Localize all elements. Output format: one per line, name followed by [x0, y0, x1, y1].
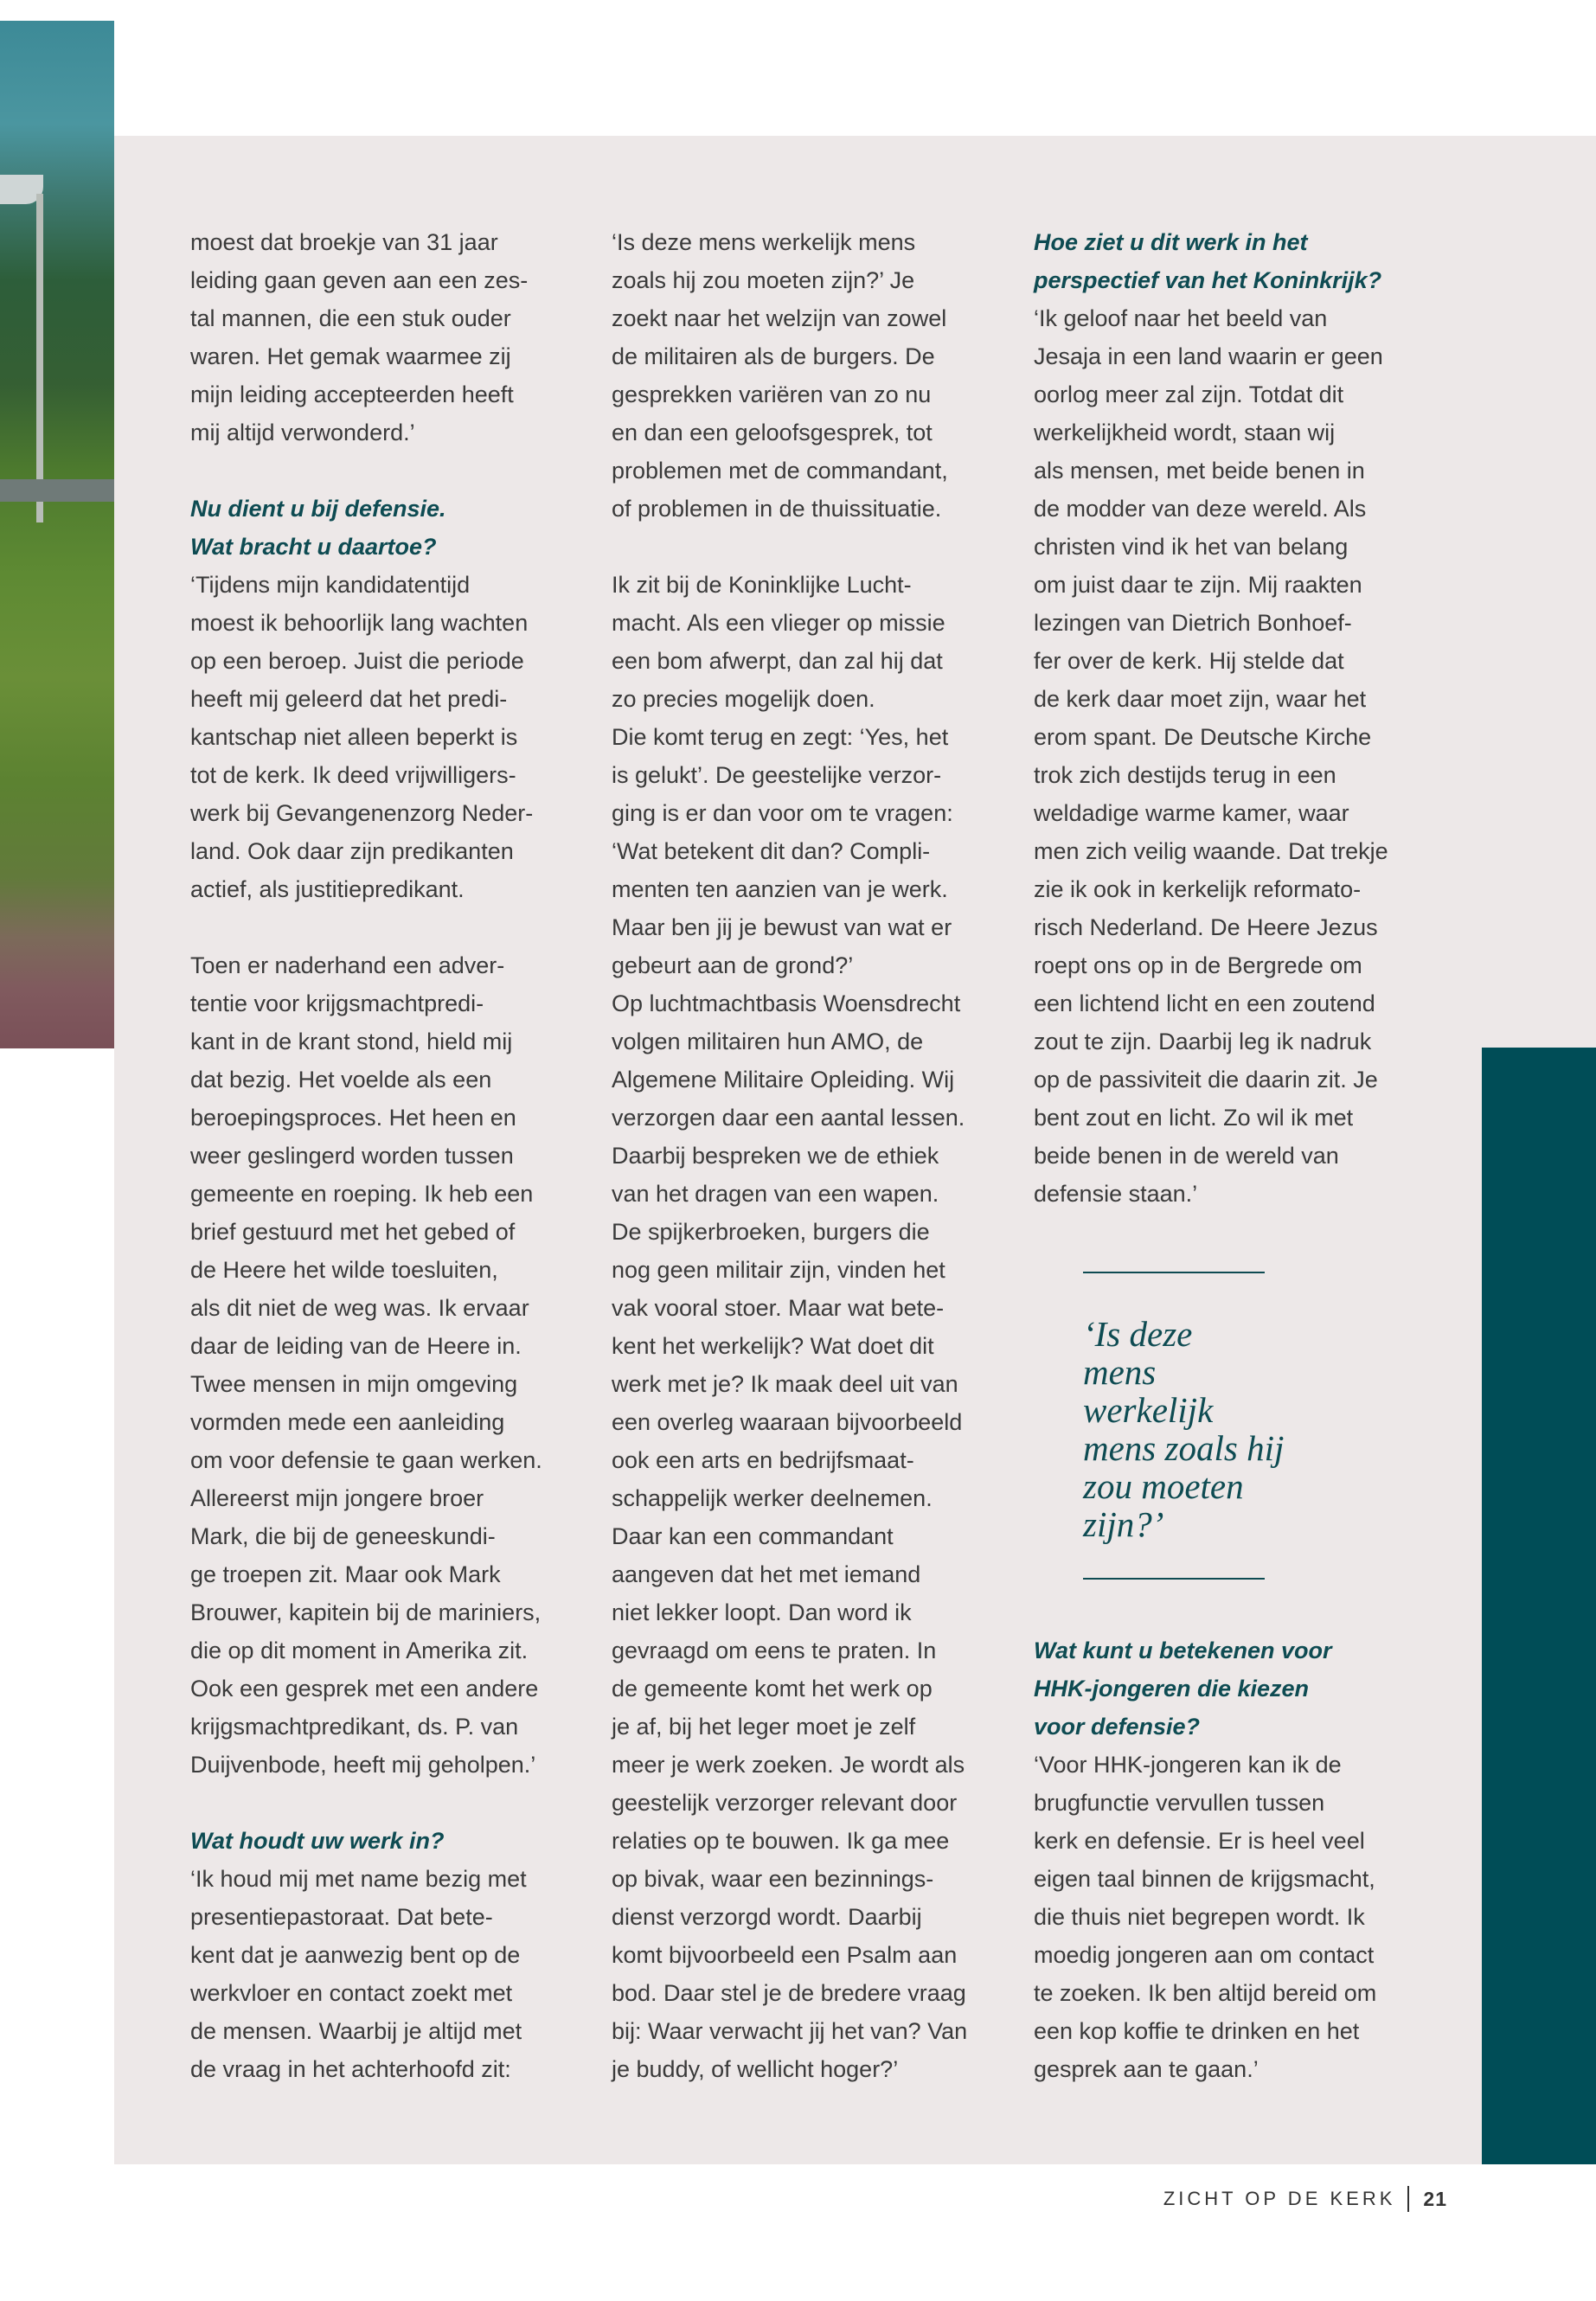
photo-pole — [36, 194, 43, 522]
photo-strip — [0, 21, 114, 1048]
pull-quote-rule-bottom — [1083, 1578, 1265, 1580]
pull-quote-rule-top — [1083, 1272, 1265, 1273]
pull-quote — [1083, 1272, 1287, 1580]
question-heading: Wat houdt uw werk in? — [190, 1828, 445, 1854]
paragraph: ‘Ik houd mij met name bezig met presentiepastoraat. Dat bete- kent dat je aanwezig bent op de werkvloer en contact zoekt met de mensen. Waarbij je altijd met de vraag in het achterhoofd zit: — [190, 1866, 527, 2082]
question-heading: Nu dient u bij defensie. Wat bracht u daartoe? — [190, 496, 446, 560]
paragraph: ‘Voor HHK-jongeren kan ik de brugfunctie vervullen tussen kerk en defensie. Er is heel veel eigen taal binnen de krijgsmacht, die thuis niet begrepen wordt. Ik moedig jongeren aan om contact te zoeken. Ik ben altijd bereid om een kop koffie te drinken en het gesprek aan te gaan.’ — [1034, 1752, 1377, 2082]
pull-quote-text: ‘Is deze mens werkelijk mens zoals hij zou moeten zijn?’ — [1083, 1314, 1285, 1544]
paragraph: ‘Is deze mens werkelijk mens zoals hij zou moeten zijn?’ Je zoekt naar het welzijn van zowel de militairen als de burgers. De gesprekken variëren van zo nu en dan een geloofsgesprek, tot problemen met de commandant, of problemen in de thuissituatie. — [612, 229, 948, 522]
text-column-1 — [190, 223, 571, 2088]
paragraph: ‘Tijdens mijn kandidatentijd moest ik behoorlijk lang wachten op een beroep. Juist die periode heeft mij geleerd dat het predi- kantschap niet alleen beperkt is tot de kerk. Ik deed vrijwilligers- werk bij Gevangenenzorg Neder- land. Ook daar zijn predikanten actief, als justitiepredikant. — [190, 572, 534, 902]
magazine-title: ZICHT OP DE KERK — [1163, 2188, 1396, 2209]
text-column-3 — [1034, 223, 1414, 1213]
text-column-3-lower — [1034, 1631, 1414, 2088]
question-heading: Hoe ziet u dit werk in het perspectief van het Koninkrijk? — [1034, 229, 1382, 293]
paragraph: Ik zit bij de Koninklijke Lucht- macht. Als een vlieger op missie een bom afwerpt, dan zal hij dat zo precies mogelijk doen. Die komt terug en zegt: ‘Yes, het is gelukt’. De geestelijke verzor- ging is er dan voor om te vragen: ‘Wat betekent dit dan? Compli- menten ten aanzien van je werk. Maar ben jij je bewust van wat er gebeurt aan de grond?’ Op luchtmachtbasis Woensdrecht volgen militairen hun AMO, de Algemene Militaire Opleiding. Wij verzorgen daar een aantal lessen. Daarbij bespreken we de ethiek van het dragen van een wapen. De spijkerbroeken, burgers die nog geen militair zijn, vinden het vak vooral stoer. Maar wat bete- kent het werkelijk? Wat doet dit werk met je? Ik maak deel uit van een overleg waaraan bijvoorbeeld ook een arts en bedrijfsmaat- schappelijk werker deelnemen. Daar kan een commandant aangeven dat het met iemand niet lekker loopt. Dan word ik gevraagd om eens te praten. In de gemeente komt het werk op je af, bij het leger moet je zelf meer je werk zoeken. Je wordt als geestelijk verzorger relevant door relaties op te bouwen. Ik ga mee op bivak, waar een bezinnings- dienst verzorgd wordt. Daarbij komt bijvoorbeeld een Psalm aan bod. Daar stel je de bredere vraag bij: Waar verwacht jij het van? Van je buddy, of wellicht hoger?’ — [612, 572, 968, 2082]
page-footer — [1163, 2182, 1447, 2216]
photo-road — [0, 479, 114, 502]
question-heading: Wat kunt u betekenen voor HHK-jongeren die kiezen voor defensie? — [1034, 1638, 1332, 1740]
paragraph: ‘Ik geloof naar het beeld van Jesaja in een land waarin er geen oorlog meer zal zijn. Totdat dit werkelijkheid wordt, staan wij als mensen, met beide benen in de modder van deze wereld. Als christen vind ik het van belang om juist daar te zijn. Mij raakten lezingen van Dietrich Bonhoef- fer over de kerk. Hij stelde dat de kerk daar moet zijn, waar het erom spant. De Deutsche Kirche trok zich destijds terug in een weldadige warme kamer, waar men zich veilig waande. Dat trekje zie ik ook in kerkelijk reformato- risch Nederland. De Heere Jezus roept ons op in de Bergrede om een lichtend licht en een zoutend zout te zijn. Daarbij leg ik nadruk op de passiviteit die daarin zit. Je bent zout en licht. Zo wil ik met beide benen in de wereld van defensie staan.’ — [1034, 305, 1388, 1207]
paragraph: moest dat broekje van 31 jaar leiding gaan geven aan een zes- tal mannen, die een stuk ouder waren. Het gemak waarmee zij mijn leiding accepteerden heeft mij altijd verwonderd.’ — [190, 229, 529, 445]
paragraph: Toen er naderhand een adver- tentie voor krijgsmachtpredi- kant in de krant stond, hield mij dat bezig. Het voelde als een beroepingsproces. Het heen en weer geslingerd worden tussen gemeente en roeping. Ik heb een brief gestuurd met het gebed of de Heere het wilde toesluiten, als dit niet de weg was. Ik ervaar daar de leiding van de Heere in. Twee mensen in mijn omgeving vormden mede een aanleiding om voor defensie te gaan werken. Allereerst mijn jongere broer Mark, die bij de geneeskundi- ge troepen zit. Maar ook Mark Brouwer, kapitein bij de mariniers, die op dit moment in Amerika zit. Ook een gesprek met een andere krijgsmachtpredikant, ds. P. van Duijvenbode, heeft mij geholpen.’ — [190, 952, 542, 1778]
page-number: 21 — [1423, 2187, 1447, 2210]
accent-block — [1482, 1048, 1596, 2164]
footer-divider — [1407, 2186, 1409, 2212]
text-column-2 — [612, 223, 992, 2088]
